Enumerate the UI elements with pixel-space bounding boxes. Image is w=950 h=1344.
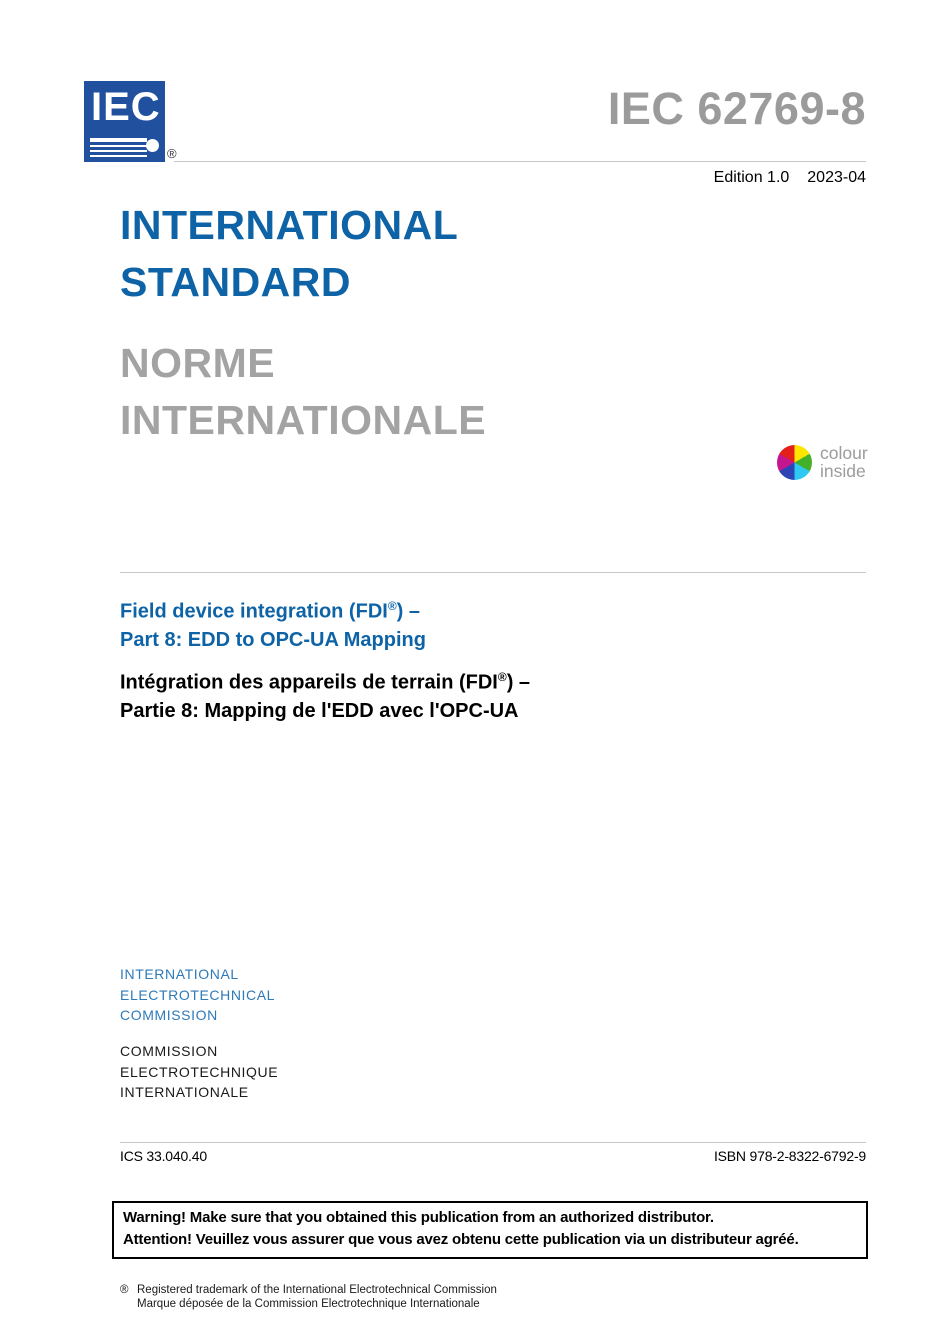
edition-label: Edition 1.0 — [713, 169, 790, 186]
masthead-fr-line1: NORME — [120, 340, 276, 386]
logo-registered-mark: ® — [167, 146, 177, 161]
footnote-registered-mark: ® — [120, 1284, 129, 1296]
colour-wheel-icon — [777, 445, 812, 480]
footnote-line-fr: Marque déposée de la Commission Electrotechnique Internationale — [137, 1298, 480, 1310]
masthead-title-en — [120, 197, 458, 311]
colour-inside-label: colour inside — [820, 443, 868, 481]
trademark-footnote — [120, 1283, 497, 1311]
masthead-title-fr — [120, 335, 486, 449]
footnote-line-en: Registered trademark of the International Electrotechnical Commission — [137, 1284, 497, 1296]
publisher-name-en: INTERNATIONAL ELECTROTECHNICAL COMMISSION — [120, 966, 276, 1023]
subject-title-en — [120, 592, 426, 654]
edition-date: 2023-04 — [807, 169, 866, 186]
ics-code: ICS 33.040.40 — [120, 1148, 207, 1164]
document-number: IEC 62769-8 — [607, 83, 866, 134]
warning-line-fr: Attention! Veuillez vous assurer que vous avez obtenu cette publication via un distributeur agréé. — [123, 1231, 799, 1248]
iec-logo-text: IEC — [91, 85, 161, 129]
isbn-code: ISBN 978-2-8322-6792-9 — [713, 1148, 866, 1164]
registered-superscript: ® — [497, 670, 507, 684]
iec-logo — [84, 81, 165, 162]
warning-box — [112, 1201, 868, 1259]
subject-en-line2: Part 8: EDD to OPC-UA Mapping — [120, 628, 426, 651]
registered-superscript: ® — [387, 599, 397, 613]
header-divider — [174, 161, 866, 162]
iec-logo-dot-icon — [146, 139, 159, 152]
iec-logo-lines-icon — [90, 138, 147, 160]
masthead-fr-line2: INTERNATIONALE — [120, 397, 487, 443]
masthead-en-line2: STANDARD — [120, 259, 352, 305]
warning-line-en: Warning! Make sure that you obtained this publication from an authorized distributor. — [123, 1209, 714, 1226]
colour-inside-badge — [777, 445, 868, 480]
subject-title-fr — [120, 663, 530, 725]
subject-fr-line2: Partie 8: Mapping de l'EDD avec l'OPC-UA — [120, 699, 519, 722]
edition-line — [714, 169, 866, 187]
subject-fr-line1: Intégration des appareils de terrain (FDI®) – — [120, 670, 531, 694]
masthead-en-line1: INTERNATIONAL — [120, 202, 459, 248]
title-divider — [120, 572, 866, 573]
subject-en-line1: Field device integration (FDI®) – — [120, 599, 420, 623]
meta-divider — [120, 1142, 866, 1143]
meta-row — [120, 1148, 866, 1164]
publisher-name-fr: COMMISSION ELECTROTECHNIQUE INTERNATIONALE — [120, 1043, 279, 1100]
